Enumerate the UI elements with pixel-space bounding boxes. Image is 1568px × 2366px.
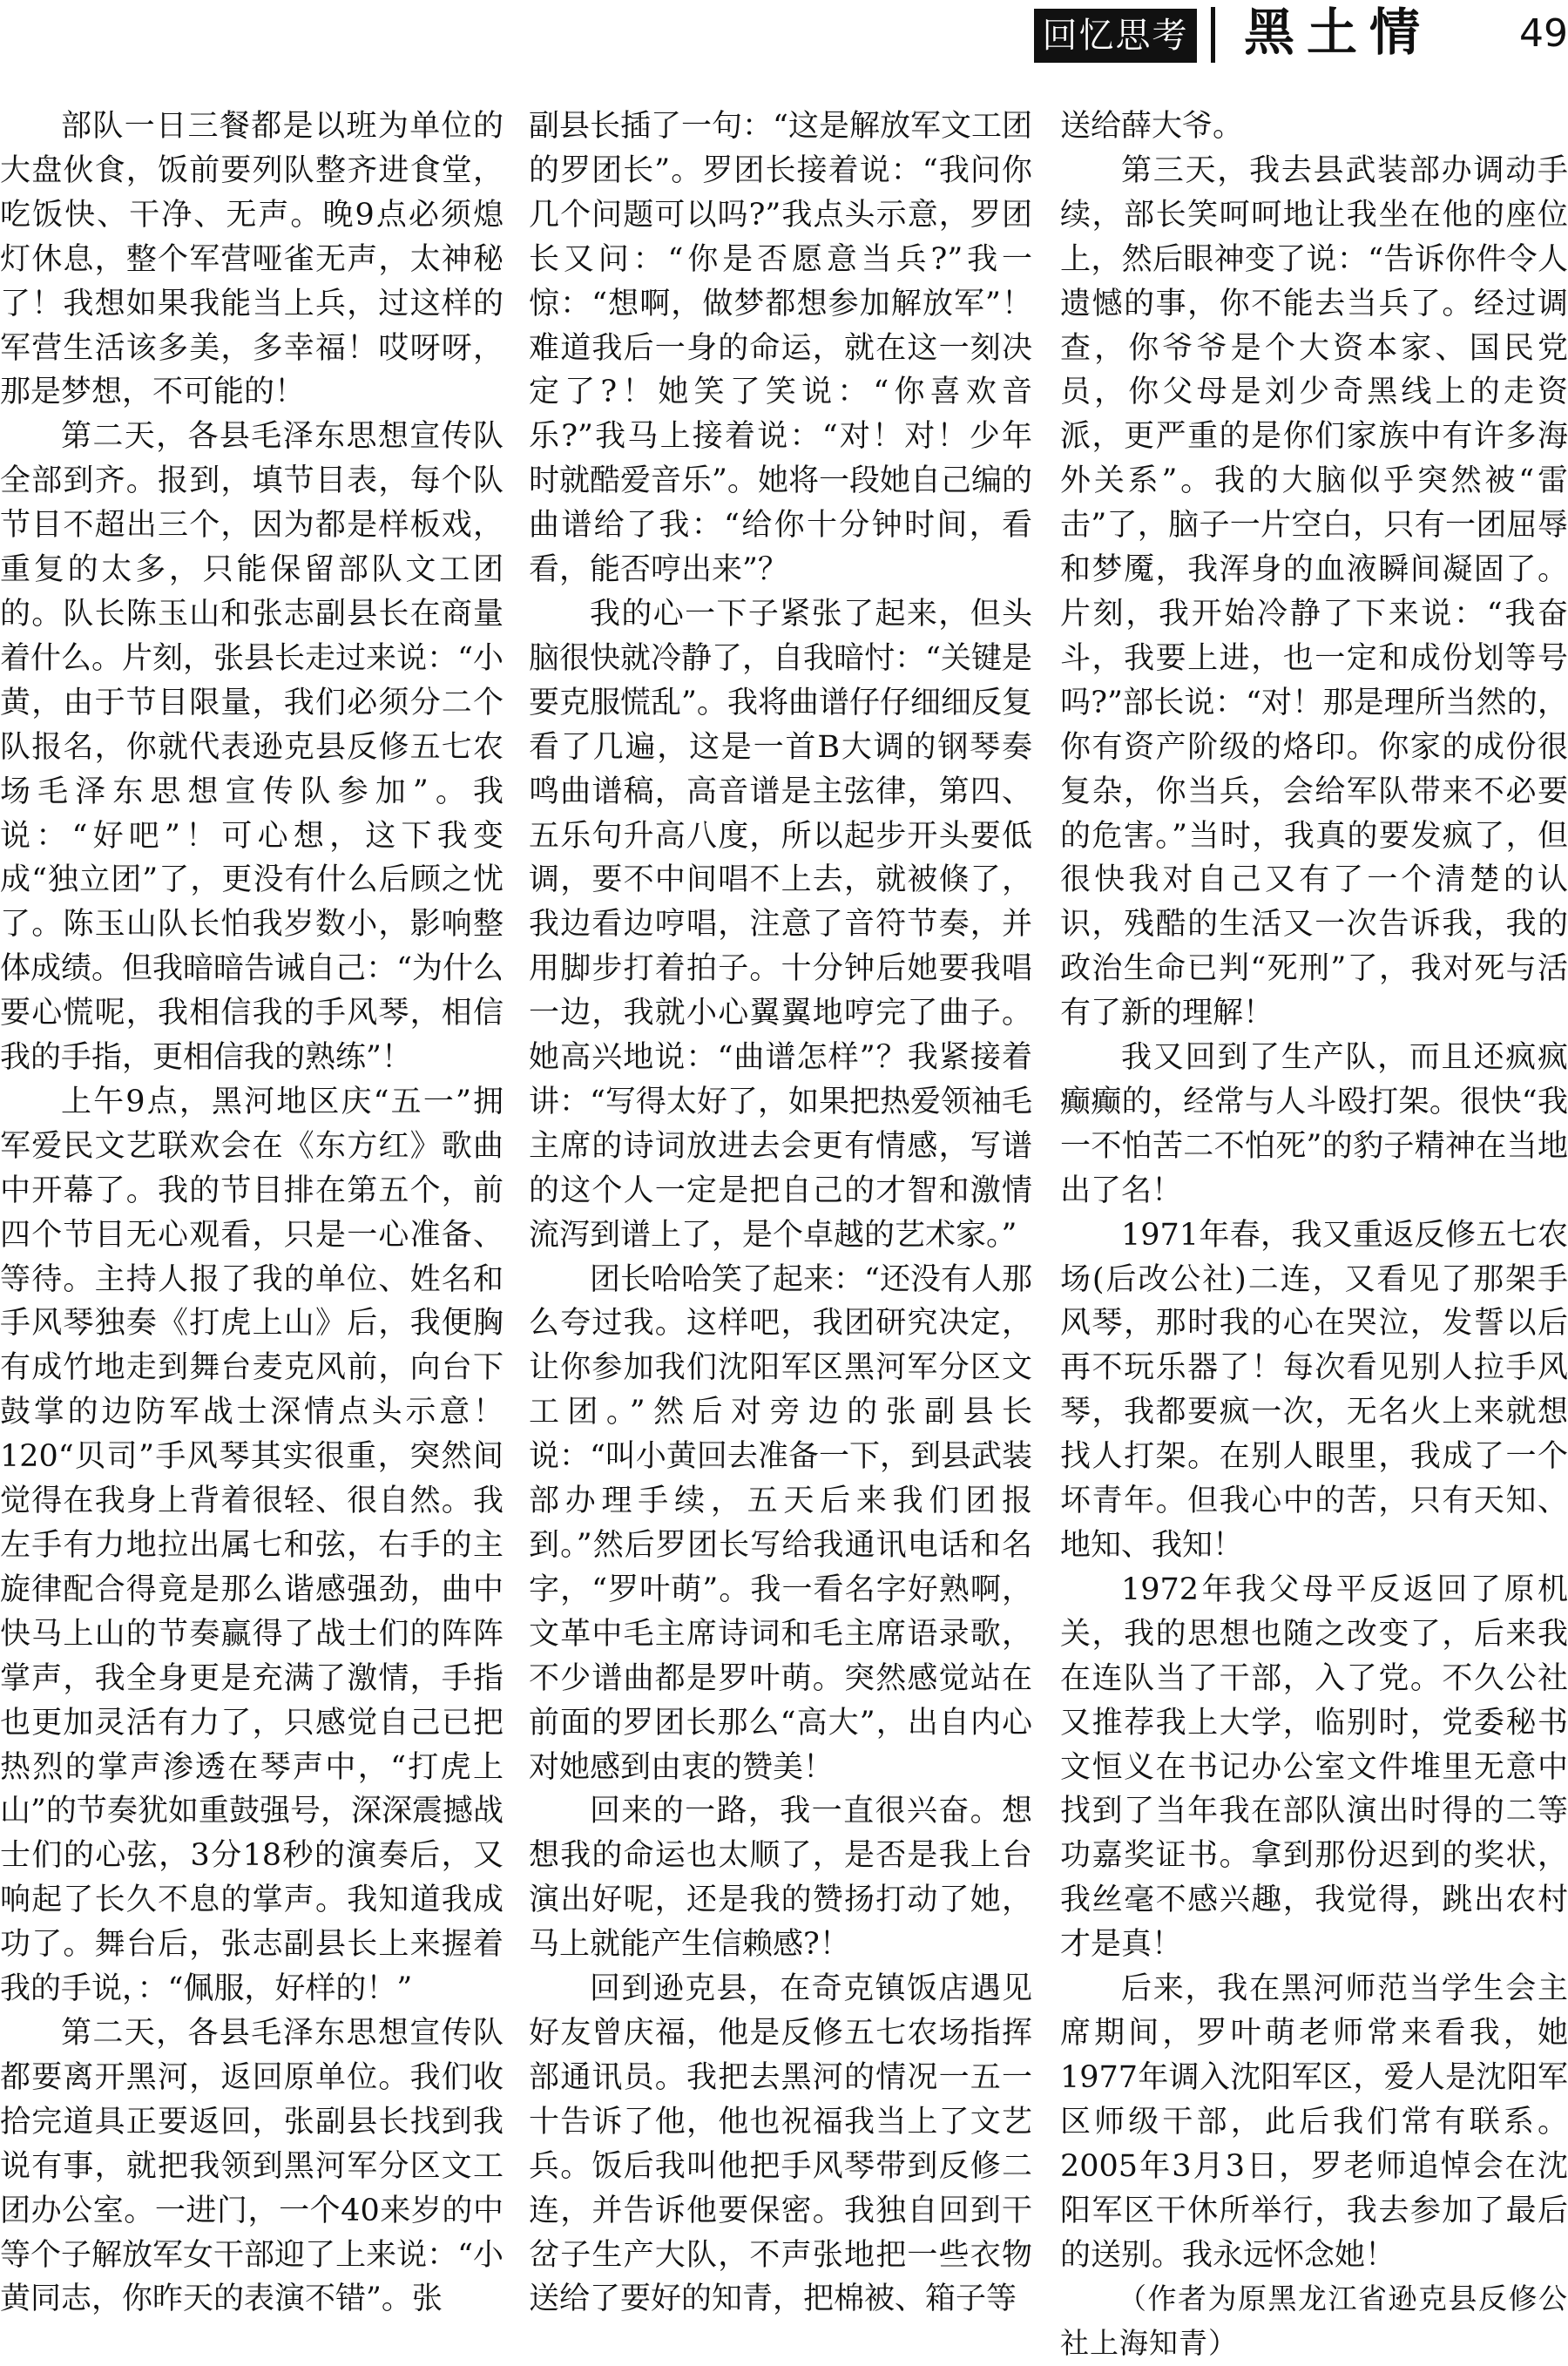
author-byline: （作者为原黑龙江省逊克县反修公社上海知青） xyxy=(1060,2282,1568,2361)
paragraph: 团长哈哈笑了起来：“还没有人那么夸过我。这样吧，我团研究决定，让你参加我们沈阳军区黑河军分区文工团。”然后对旁边的张副县长说：“叫小黄回去准备一下，到县武装部办理手续，五天后来我们团报到。”然后罗团长写给我通讯电话和名字，“罗叶萌”。我一看名字好熟啊，文革中毛主席诗词和毛主席语录歌，不少谱曲都是罗叶萌。突然感觉站在前面的罗团长那么“高大”，出自内心对她感到由衷的赞美！ xyxy=(529,1261,1032,1785)
paragraph: 第三天，我去县武装部办调动手续，部长笑呵呵地让我坐在他的座位上，然后眼神变了说：“告诉你件令人遗憾的事，你不能去当兵了。经过调查，你爷爷是个大资本家、国民党员，你父母是刘少奇黑线上的走资派，更严重的是你们家族中有许多海外关系”。我的大脑似乎突然被“雷击”了，脑子一片空白，只有一团屈辱和梦魇，我浑身的血液瞬间凝固了。片刻，我开始冷静了下来说：“我奋斗，我要上进，也一定和成份划等号吗?”部长说：“对！那是理所当然的，你有资产阶级的烙印。你家的成份很复杂，你当兵，会给军队带来不必要的危害。”当时，我真的要发疯了，但很快我对自己又有了一个清楚的认识，残酷的生活又一次告诉我，我的政治生命已判“死刑”了，我对死与活有了新的理解！ xyxy=(1060,152,1568,1031)
paragraph: 部队一日三餐都是以班为单位的大盘伙食，饭前要列队整齐进食堂，吃饭快、干净、无声。晚9点必须熄灯休息，整个军营哑雀无声，太神秘了！我想如果我能当上兵，过这样的军营生活该多美，多幸福！哎呀呀，那是梦想，不可能的！ xyxy=(0,109,504,410)
paragraph: 第二天，各县毛泽东思想宣传队都要离开黑河，返回原单位。我们收拾完道具正要返回，张副县长找到我说有事，就把我领到黑河军分区文工团办公室。一进门，一个40来岁的中等个子解放军女干部迎了上来说：“小黄同志，你昨天的表演不错”。张 xyxy=(0,2015,504,2317)
article-column-1 xyxy=(0,105,504,2322)
paragraph: 1971年春，我又重返反修五七农场(后改公社)二连，又看见了那架手风琴，那时我的心在哭泣，发誓以后再不玩乐器了！每次看见别人拉手风琴，我都要疯一次，无名火上来就想找人打架。在别人眼里，我成了一个坏青年。但我心中的苦，只有天知、地知、我知！ xyxy=(1060,1217,1568,1563)
article-column-3 xyxy=(1060,105,1568,2366)
paragraph: 我的心一下子紧张了起来，但头脑很快就冷静了，自我暗忖：“关键是要克服慌乱”。我将曲谱仔仔细细反复看了几遍，这是一首B大调的钢琴奏鸣曲谱稿，高音谱是主弦律，第四、五乐句升高八度，所以起步开头要低调，要不中间唱不上去，就被倏了，我边看边哼唱，注意了音符节奏，并用脚步打着拍子。十分钟后她要我唱一边，我就小心翼翼地哼完了曲子。她高兴地说：“曲谱怎样”？我紧接着讲：“写得太好了，如果把热爱领袖毛主席的诗词放进去会更有情感，写谱的这个人一定是把自己的才智和激情流泻到谱上了，是个卓越的艺术家。” xyxy=(529,596,1032,1253)
paragraph: 回来的一路，我一直很兴奋。想想我的命运也太顺了，是否是我上台演出好呢，还是我的赞扬打动了她，马上就能产生信赖感?！ xyxy=(529,1794,1032,1963)
page-header xyxy=(0,0,1568,65)
paragraph: 我又回到了生产队，而且还疯疯癫癫的，经常与人斗殴打架。很快“我一不怕苦二不怕死”的豹子精神在当地出了名！ xyxy=(1060,1040,1568,1208)
paragraph: 回到逊克县，在奇克镇饭店遇见好友曾庆福，他是反修五七农场指挥部通讯员。我把去黑河的情况一五一十告诉了他，他也祝福我当上了文艺兵。饭后我叫他把手风琴带到反修二连，并告诉他要保密。我独自回到干岔子生产大队，不声张地把一些衣物送给了要好的知青，把棉被、箱子等 xyxy=(529,1971,1032,2317)
paragraph: 副县长插了一句：“这是解放军文工团的罗团长”。罗团长接着说：“我问你几个问题可以吗?”我点头示意，罗团长又问：“你是否愿意当兵?”我一惊：“想啊，做梦都想参加解放军”！难道我后一身的命运，就在这一刻决定了?！她笑了笑说：“你喜欢音乐?”我马上接着说：“对！对！少年时就酷爱音乐”。她将一段她自己编的曲谱给了我：“给你十分钟时间，看看，能否哼出来”？ xyxy=(529,109,1032,588)
paragraph: 上午9点，黑河地区庆“五一”拥军爱民文艺联欢会在《东方红》歌曲中开幕了。我的节目排在第五个，前四个节目无心观看，只是一心准备、等待。主持人报了我的单位、姓名和手风琴独奏《打虎上山》后，我便胸有成竹地走到舞台麦克风前，向台下鼓掌的边防军战士深情点头示意！120“贝司”手风琴其实很重，突然间觉得在我身上背着很轻、很自然。我左手有力地拉出属七和弦，右手的主旋律配合得竟是那么谐感强劲，曲中快马上山的节奏赢得了战士们的阵阵掌声，我全身更是充满了激情，手指也更加灵活有力了，只感觉自己已把热烈的掌声渗透在琴声中，“打虎上山”的节奏犹如重鼓强号，深深震撼战士们的心弦，3分18秒的演奏后，又响起了长久不息的掌声。我知道我成功了。舞台后，张志副县长上来握着我的手说，：“佩服，好样的！” xyxy=(0,1084,504,2007)
paragraph: 第二天，各县毛泽东思想宣传队全部到齐。报到，填节目表，每个队节目不超出三个，因为都是样板戏，重复的太多，只能保留部队文工团的。队长陈玉山和张志副县长在商量着什么。片刻，张县长走过来说：“小黄，由于节目限量，我们必须分二个队报名，你就代表逊克县反修五七农场毛泽东思想宣传队参加”。我说：“好吧”！可心想，这下我变成“独立团”了，更没有什么后顾之忧了。陈玉山队长怕我岁数小，影响整体成绩。但我暗暗告诫自己：“为什么要心慌呢，我相信我的手风琴，相信我的手指，更相信我的熟练”！ xyxy=(0,419,504,1076)
paragraph: 后来，我在黑河师范当学生会主席期间，罗叶萌老师常来看我，她1977年调入沈阳军区，爱人是沈阳军区师级干部，此后我们常有联系。2005年3月3日，罗老师追悼会在沈阳军区干休所举行，我去参加了最后的送别。我永远怀念她！ xyxy=(1060,1971,1568,2273)
section-label: 回忆思考 xyxy=(1034,9,1197,63)
page-number: 49 xyxy=(1519,11,1568,56)
paragraph: 1972年我父母平反返回了原机关，我的思想也随之改变了，后来我在连队当了干部，入了党。不久公社又推荐我上大学，临别时，党委秘书文恒义在书记办公室文件堆里无意中找到了当年我在部队演出时得的二等功嘉奖证书。拿到那份迟到的奖状，我丝毫不感兴趣，我觉得，跳出农村才是真！ xyxy=(1060,1572,1568,1963)
header-divider xyxy=(1211,7,1215,63)
paragraph: 送给薛大爷。 xyxy=(1060,109,1244,144)
article-column-2 xyxy=(529,105,1032,2322)
masthead-title: 黑土情 xyxy=(1244,3,1433,62)
